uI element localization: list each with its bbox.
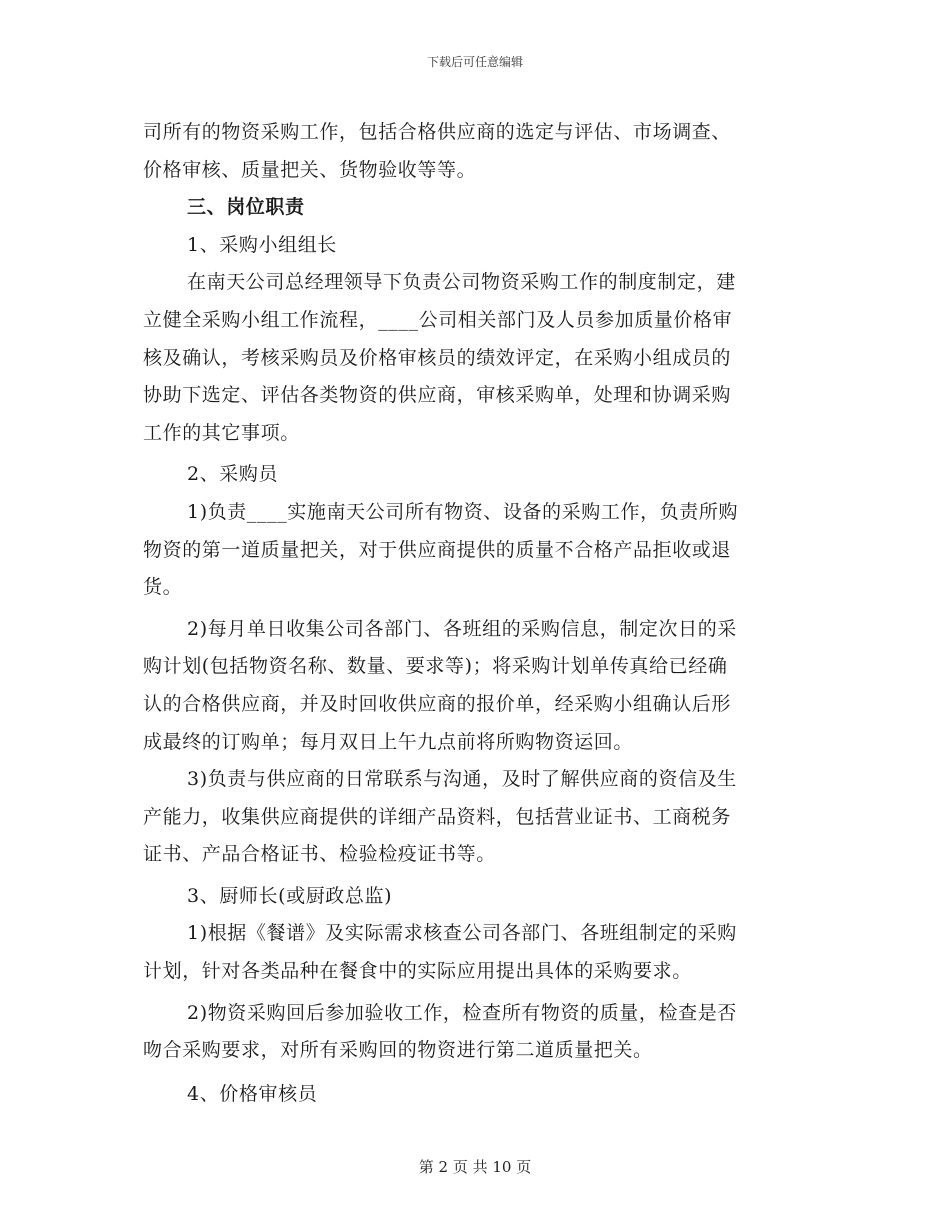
- paragraph-line: 2)物资采购回后参加验收工作，检查所有物资的质量，检查是否: [187, 1001, 737, 1024]
- page-header: 下载后可任意编辑: [426, 55, 523, 69]
- paragraph-line: 计划，针对各类品种在餐食中的实际应用提出具体的采购要求。: [143, 960, 692, 983]
- paragraph-line: 协助下选定、评估各类物资的供应商，审核采购单，处理和协调采购: [143, 384, 732, 407]
- subsection-heading: 2、采购员: [187, 463, 279, 486]
- paragraph-line: 3)负责与供应商的日常联系与沟通，及时了解供应商的资信及生: [187, 768, 737, 791]
- paragraph-line: 认的合格供应商，并及时回收供应商的报价单，经采购小组确认后形: [143, 692, 732, 715]
- paragraph-line: 工作的其它事项。: [143, 421, 300, 444]
- paragraph-line: 成最终的订购单；每月双日上午九点前将所购物资运回。: [143, 730, 634, 753]
- paragraph-line: 证书、产品合格证书、检验检疫证书等。: [143, 843, 496, 866]
- paragraph-line: 购计划(包括物资名称、数量、要求等)；将采购计划单传真给已经确: [143, 655, 728, 678]
- paragraph-line: 1)负责____实施南天公司所有物资、设备的采购工作，负责所购: [187, 500, 739, 523]
- paragraph-line: 价格审核、质量把关、货物验收等等。: [143, 158, 477, 181]
- subsection-heading: 3、厨师长(或厨政总监): [187, 884, 393, 907]
- paragraph-line: 核及确认，考核采购员及价格审核员的绩效评定，在采购小组成员的: [143, 346, 732, 369]
- paragraph-line: 在南天公司总经理领导下负责公司物资采购工作的制度制定，建: [187, 271, 736, 294]
- paragraph-line: 1)根据《餐谱》及实际需求核查公司各部门、各班组制定的采购: [187, 922, 737, 945]
- subsection-heading: 1、采购小组组长: [187, 233, 337, 256]
- paragraph-line: 物资的第一道质量把关，对于供应商提供的质量不合格产品拒收或退: [143, 538, 732, 561]
- paragraph-line: 立健全采购小组工作流程，____公司相关部门及人员参加质量价格审: [143, 308, 733, 331]
- paragraph-line: 产能力，收集供应商提供的详细产品资料，包括营业证书、工商税务: [143, 805, 732, 828]
- paragraph-line: 2)每月单日收集公司各部门、各班组的采购信息，制定次日的采: [187, 617, 737, 640]
- paragraph-line: 吻合采购要求，对所有采购回的物资进行第二道质量把关。: [143, 1039, 653, 1062]
- page-footer: 第 2 页 共 10 页: [418, 1158, 532, 1176]
- subsection-heading: 4、价格审核员: [187, 1082, 318, 1105]
- paragraph-line: 司所有的物资采购工作，包括合格供应商的选定与评估、市场调查、: [143, 121, 732, 143]
- section-heading: 三、岗位职责: [187, 196, 305, 219]
- paragraph-line: 货。: [143, 576, 183, 599]
- document-body: [143, 114, 808, 1113]
